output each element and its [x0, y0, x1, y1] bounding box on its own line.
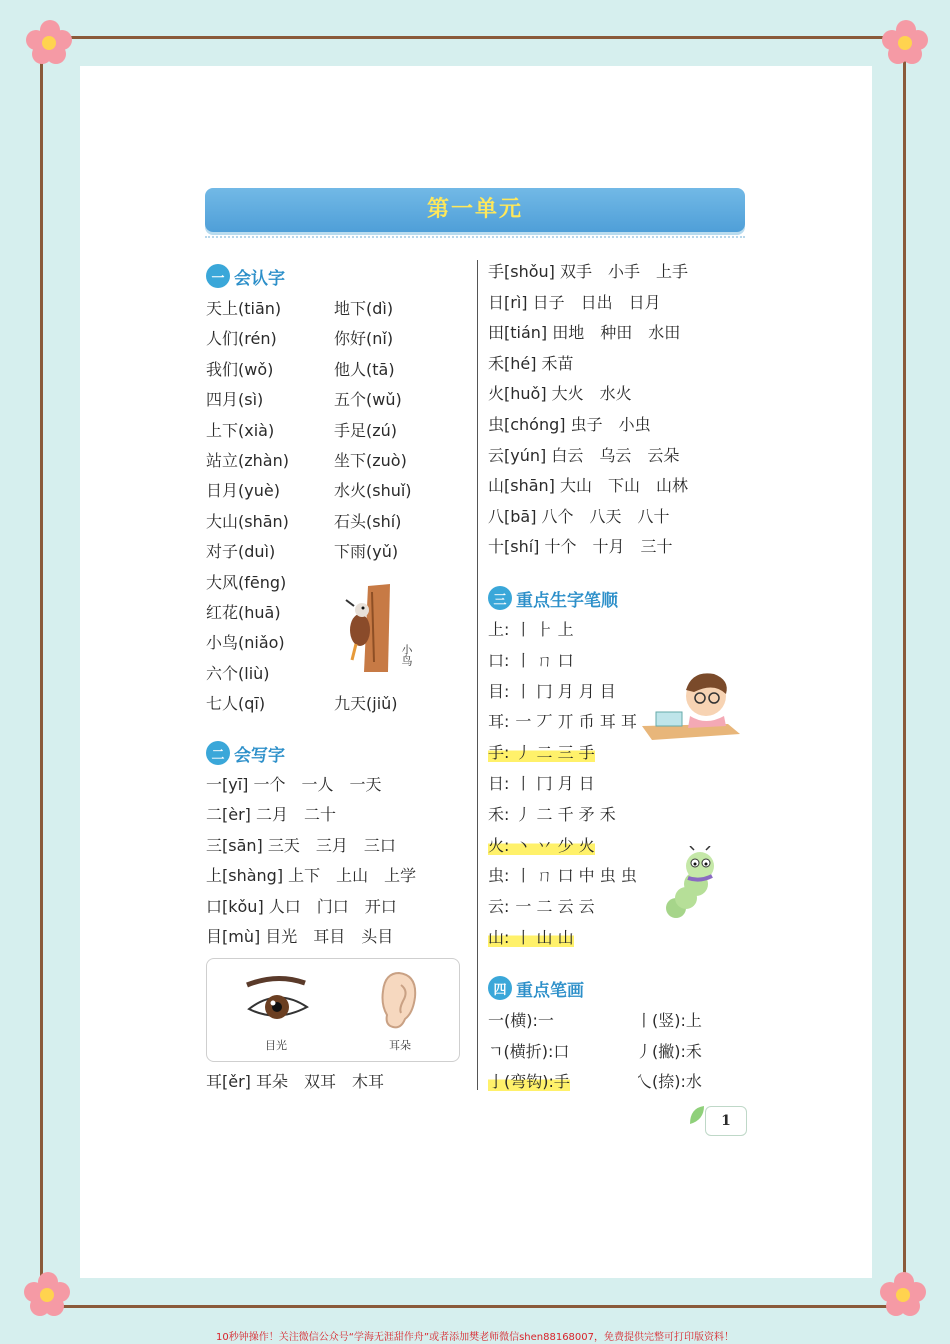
flower-decoration-icon: [20, 1266, 76, 1322]
footer-notice: 10秒钟操作！关注微信公众号“学海无涯甜作舟”或者添加樊老师微信shen88168007，免费提供完整可打印版资料！: [215, 1332, 735, 1343]
stroke-order-strokes: 丿 二 三 手: [515, 743, 595, 763]
boy-at-desk-illustration: [642, 670, 742, 744]
section-title: 重点生字笔顺: [516, 590, 618, 611]
write-word-row: 虫[chóng] 虫子 小虫: [488, 415, 651, 434]
eye-ear-picture-box: [206, 958, 460, 1062]
write-word-row: 火[huǒ] 大火 水火: [488, 384, 632, 404]
column-divider: [477, 260, 478, 1090]
recognize-word: 他人(tā): [334, 359, 395, 379]
recognize-word: 人们(rén): [206, 329, 277, 349]
recognize-word: 九天(jiǔ): [334, 694, 398, 713]
write-word-row: 手[shǒu] 双手 小手 上手: [488, 262, 688, 281]
leaf-icon: [688, 1104, 706, 1126]
write-word-row: 日[rì] 日子 日出 日月: [488, 292, 661, 312]
stroke-order-row: [488, 927, 574, 949]
stroke-order-row: [488, 711, 637, 733]
recognize-word: 下雨(yǔ): [334, 542, 399, 562]
stroke-order-row: [488, 896, 595, 918]
write-word-row: 禾[hé] 禾苗: [488, 353, 574, 373]
write-word-row: 八[bā] 八个 八天 八十: [488, 506, 670, 526]
ear-icon: [377, 969, 421, 1033]
stroke-order-text: [488, 743, 595, 762]
key-stroke-item: 一(横):一: [488, 1011, 554, 1030]
key-stroke-item: 丨(竖):上: [636, 1011, 702, 1030]
flower-decoration-icon: [878, 14, 934, 70]
recognize-word: 天上(tiān): [206, 299, 282, 318]
stroke-order-row: [488, 835, 595, 857]
stroke-order-row: [488, 681, 616, 703]
write-word-row: 十[shí] 十个 十月 三十: [488, 537, 673, 557]
write-word-row: 云[yún] 白云 乌云 云朵: [488, 445, 680, 465]
recognize-word: 水火(shuǐ): [334, 481, 412, 501]
recognize-word: 站立(zhàn): [206, 451, 289, 470]
section-number-badge: 二: [206, 741, 230, 765]
eye-icon: [243, 973, 313, 1029]
stroke-order-char: 目:: [488, 681, 510, 701]
stroke-order-char: 山:: [488, 928, 510, 947]
stroke-order-strokes: 丨 山 山: [515, 928, 574, 947]
stroke-order-char: 日:: [488, 774, 510, 793]
recognize-word: 红花(huā): [206, 603, 281, 622]
recognize-word: 大山(shān): [206, 511, 289, 531]
section-number-badge: 三: [488, 586, 512, 610]
flower-decoration-icon: [876, 1266, 932, 1322]
recognize-word: 我们(wǒ): [206, 359, 274, 379]
write-word-row: 上[shàng] 上下 上山 上学: [206, 866, 417, 886]
stroke-order-row: [488, 650, 574, 672]
eye-caption: 目光: [265, 1039, 287, 1052]
write-word-row: 二[èr] 二月 二十: [206, 805, 336, 825]
write-word-row: 耳[ěr] 耳朵 双耳 木耳: [206, 1072, 384, 1091]
key-stroke-item: 乀(捺):水: [636, 1072, 702, 1092]
stroke-order-text: [488, 805, 616, 824]
page-number: 1: [705, 1106, 747, 1136]
stroke-order-text: [488, 712, 637, 731]
stroke-order-char: 虫:: [488, 866, 510, 886]
write-word-row: 田[tián] 田地 种田 水田: [488, 323, 681, 343]
stroke-order-row: [488, 742, 595, 764]
stroke-order-char: 口:: [488, 650, 510, 670]
stroke-order-strokes: 丨 ⺊ 上: [515, 620, 574, 639]
stroke-order-char: 手:: [488, 743, 510, 763]
stroke-order-text: [488, 836, 595, 855]
write-word-row: 一[yī] 一个 一人 一天: [206, 775, 382, 794]
recognize-word: 你好(nǐ): [334, 329, 394, 349]
stroke-order-row: [488, 773, 595, 795]
stroke-order-strokes: 一 丆 丌 币 耳 耳: [515, 712, 637, 732]
stroke-order-text: [488, 928, 574, 947]
stroke-order-strokes: 丿 二 千 矛 禾: [515, 804, 616, 824]
banner-divider: [205, 236, 745, 242]
recognize-word: 地下(dì): [334, 299, 394, 318]
stroke-order-strokes: 丨 ㄇ 口 中 虫 虫: [515, 866, 637, 886]
recognize-word: 对子(duì): [206, 542, 276, 562]
section-heading-write: [206, 740, 285, 766]
recognize-word: 石头(shí): [334, 511, 402, 531]
caterpillar-illustration: [660, 846, 724, 922]
recognize-word: 上下(xià): [206, 420, 275, 440]
stroke-order-row: [488, 619, 574, 641]
key-stroke-item: [488, 1071, 570, 1093]
recognize-word: 大风(fēng): [206, 572, 287, 592]
paper-sheet: [80, 66, 872, 1278]
unit-title-banner: [205, 188, 745, 232]
section-heading-stroke-order: [488, 585, 618, 611]
stroke-order-strokes: 丶 丷 少 火: [515, 835, 595, 855]
section-number-badge: 四: [488, 976, 512, 1000]
write-word-row: 三[sān] 三天 三月 三口: [206, 835, 396, 855]
section-heading-recognize: [206, 263, 285, 289]
write-word-row: 山[shān] 大山 下山 山林: [488, 476, 688, 496]
stroke-order-text: [488, 866, 637, 885]
stroke-order-row: [488, 804, 616, 826]
ear-caption: 耳朵: [389, 1039, 411, 1052]
flower-decoration-icon: [22, 14, 78, 70]
recognize-word: 六个(liù): [206, 663, 270, 683]
stroke-order-strokes: 丨 ㄇ 口: [515, 650, 574, 670]
stroke-order-char: 云:: [488, 897, 510, 917]
stroke-order-strokes: 丨 冂 月 日: [515, 774, 595, 793]
key-stroke-item: 丿(撇):禾: [636, 1041, 702, 1061]
recognize-word: 四月(sì): [206, 390, 264, 410]
stroke-order-char: 火:: [488, 835, 510, 855]
write-word-row: 口[kǒu] 人口 门口 开口: [206, 896, 397, 916]
key-stroke-item: ㄱ(横折):口: [488, 1041, 570, 1061]
stroke-order-row: [488, 865, 637, 887]
write-word-row: 目[mù] 目光 耳目 头目: [206, 927, 394, 946]
section-number-badge: 一: [206, 264, 230, 288]
stroke-order-text: [488, 682, 616, 701]
section-title: 会写字: [234, 745, 285, 766]
stroke-order-text: [488, 651, 574, 670]
recognize-word: 五个(wǔ): [334, 390, 402, 410]
stroke-order-strokes: 一 二 云 云: [515, 897, 595, 917]
stroke-order-text: [488, 620, 574, 639]
stroke-order-char: 耳:: [488, 712, 510, 732]
stroke-order-text: [488, 774, 595, 793]
recognize-word: 坐下(zuò): [334, 451, 407, 470]
unit-title: 第一单元: [426, 197, 523, 222]
stroke-order-text: [488, 897, 595, 916]
bird-caption: 小鸟: [400, 644, 413, 666]
highlighted-text: 亅(弯钩):手: [488, 1072, 570, 1092]
recognize-word: 手足(zú): [334, 420, 398, 440]
section-title: 重点笔画: [516, 980, 584, 1001]
stroke-order-char: 上:: [488, 620, 510, 639]
recognize-word: 日月(yuè): [206, 481, 280, 501]
recognize-word: 七人(qī): [206, 694, 266, 714]
recognize-word: 小鸟(niǎo): [206, 633, 285, 653]
section-heading-key-strokes: [488, 975, 584, 1001]
section-title: 会认字: [234, 268, 285, 289]
stroke-order-char: 禾:: [488, 804, 510, 824]
stroke-order-strokes: 丨 冂 月 月 目: [515, 681, 616, 701]
